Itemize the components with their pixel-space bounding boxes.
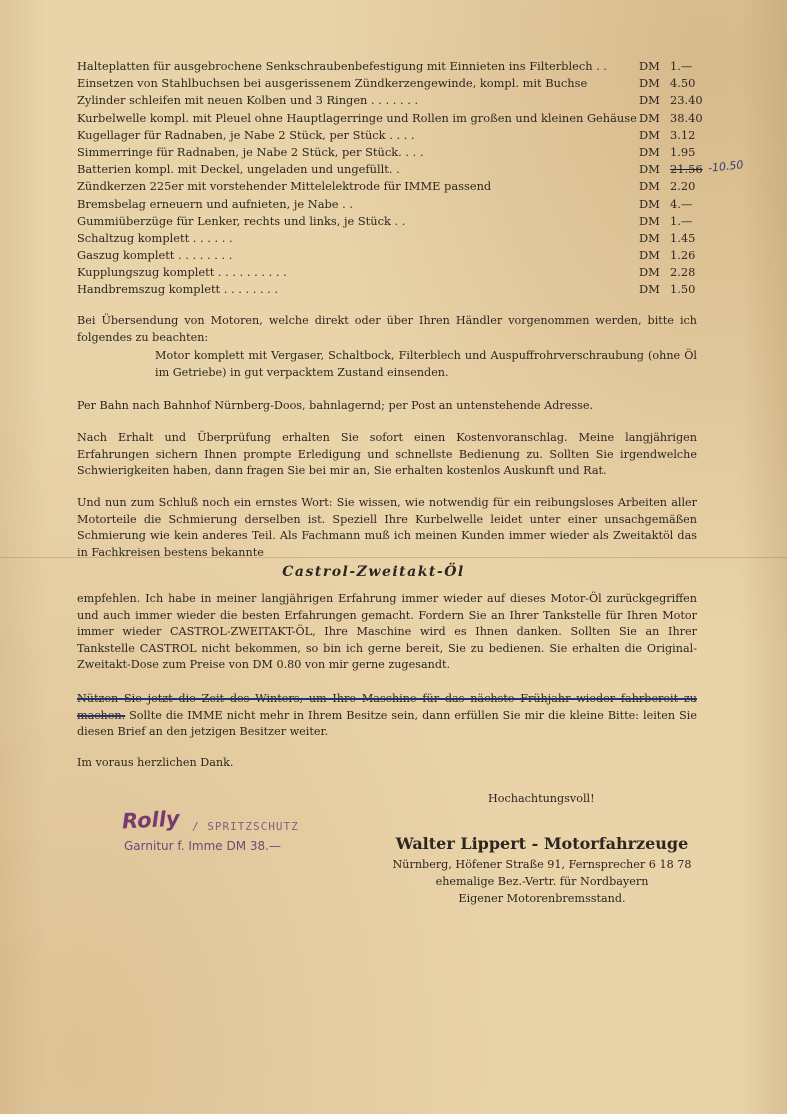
stamp-offer: Garnitur f. Imme DM 38.— bbox=[124, 839, 281, 853]
price-amount: 21.56 bbox=[670, 162, 703, 177]
paragraph-winter-rest: Sollte die IMME nicht mehr in Ihrem Besitze sein, dann erfüllen Sie mir die kleine Bitte: leiten Sie diesen Brief an den jetzigen Besitzer weiter. bbox=[77, 708, 697, 739]
price-description: Halteplatten für ausgebrochene Senkschraubenbefestigung mit Einnieten ins Filterblech . . bbox=[77, 59, 608, 73]
paragraph-sending-instructions: Motor komplett mit Vergaser, Schaltbock, Filterblech und Auspuffrohrverschraubung (ohne Öl im Getriebe) in gut verpacktem Zustand einsenden. bbox=[155, 349, 697, 379]
price-description: Zündkerzen 225er mit vorstehender Mittelelektrode für IMME passend bbox=[77, 179, 492, 194]
price-currency: DM bbox=[639, 127, 660, 142]
sender-line-3: Eigener Motorenbremsstand. bbox=[458, 892, 626, 905]
price-row bbox=[77, 75, 707, 92]
price-amount: 1.45 bbox=[670, 230, 696, 245]
paragraph-shipping: Per Bahn nach Bahnhof Nürnberg-Doos, bahnlagernd; per Post an untenstehende Adresse. bbox=[77, 399, 594, 412]
price-row bbox=[77, 144, 707, 161]
price-description: Zylinder schleifen mit neuen Kolben und 3 Ringen . . . . . . . bbox=[77, 93, 419, 108]
price-amount: 1.50 bbox=[670, 282, 696, 297]
price-currency: DM bbox=[639, 265, 660, 280]
handwritten-correction: -10.50 bbox=[707, 158, 745, 175]
stamp-brand: Rolly bbox=[121, 806, 181, 834]
castrol-heading: Castrol-Zweitakt-Öl bbox=[282, 564, 465, 580]
price-amount: 4.50 bbox=[670, 76, 696, 91]
price-description: Bremsbelag erneuern und aufnieten, je Nabe . . bbox=[77, 196, 354, 211]
price-description: Gaszug komplett . . . . . . . . bbox=[77, 248, 233, 263]
price-currency: DM bbox=[639, 144, 660, 159]
sender-name: Walter Lippert - Motorfahrzeuge bbox=[395, 834, 689, 853]
price-row bbox=[77, 247, 707, 264]
price-description: Handbremszug komplett . . . . . . . . bbox=[77, 282, 279, 297]
price-row bbox=[77, 230, 707, 247]
price-amount: 1.— bbox=[670, 213, 693, 228]
price-amount: 1.95 bbox=[670, 144, 696, 159]
price-description: Kurbelwelle kompl. mit Pleuel ohne Hauptlagerringe und Rollen im großen und kleinen Gehäuse bbox=[77, 110, 637, 125]
price-currency: DM bbox=[639, 59, 660, 73]
price-amount: 23.40 bbox=[670, 93, 703, 108]
price-description: Einsetzen von Stahlbuchsen bei ausgerissenem Zündkerzengewinde, kompl. mit Buchse bbox=[77, 76, 588, 91]
price-currency: DM bbox=[639, 76, 660, 91]
price-description: Schaltzug komplett . . . . . . bbox=[77, 230, 233, 245]
price-currency: DM bbox=[639, 162, 660, 177]
price-description: Batterien kompl. mit Deckel, ungeladen und ungefüllt. . bbox=[77, 162, 400, 177]
rolly-stamp bbox=[122, 808, 352, 858]
price-amount: 2.20 bbox=[670, 179, 696, 194]
price-amount: 1.— bbox=[670, 59, 693, 73]
price-row bbox=[77, 158, 745, 178]
crossed-out-text: Nützen Sie jetzt die Zeit des Winters, um Ihre Maschine für das nächste Frühjahr wieder fahrbereit zu machen. bbox=[77, 692, 697, 722]
paragraph-lubrication: Und nun zum Schluß noch ein ernstes Wort: Sie wissen, wie notwendig für ein reibungsloses Arbeiten aller Motorteile die Schmierung derselben ist. Speziell Ihre Kurbelwelle leidet unter einer unsachgemäßen Schmierung wie kein anderes Teil. Als Fachmann muß ich meinen Kunden immer wieder als Zweitaktöl das in Fachkreisen bestens bekannte bbox=[77, 496, 697, 559]
sender-line-2: ehemalige Bez.-Vertr. für Nordbayern bbox=[435, 875, 649, 888]
price-currency: DM bbox=[639, 230, 660, 245]
price-amount: 4.— bbox=[670, 196, 693, 211]
price-currency: DM bbox=[639, 248, 660, 263]
price-currency: DM bbox=[639, 93, 660, 108]
price-description: Simmerringe für Radnaben, je Nabe 2 Stück, per Stück. . . . bbox=[77, 144, 424, 159]
paragraph-recommendation: empfehlen. Ich habe in meiner langjährigen Erfahrung immer wieder auf dieses Motor-Öl zurückgegriffen und auch immer wieder die besten Erfahrungen gemacht. Fordern Sie an Ihrer Tankstelle für Ihren Motor immer wieder CASTROL-ZWEITAKT-ÖL, Ihre Maschine wird es Ihnen danken. Sollten Sie an Ihrer Tankstelle CASTROL nicht bekommen, so bin ich gerne bereit, Sie zu bedienen. Sie erhalten die Original-Zweitakt-Dose zum Preise von DM 0.80 von mir gerne zugesandt. bbox=[77, 592, 697, 672]
sender-block bbox=[386, 832, 698, 907]
price-amount: 38.40 bbox=[670, 110, 703, 125]
price-row bbox=[77, 58, 707, 75]
stamp-tag: / SPRITZSCHUTZ bbox=[192, 820, 299, 833]
price-description: Kupplungszug komplett . . . . . . . . . . bbox=[77, 265, 287, 280]
price-list bbox=[77, 58, 745, 299]
price-row bbox=[77, 127, 707, 144]
price-currency: DM bbox=[639, 282, 660, 297]
price-currency: DM bbox=[639, 179, 660, 194]
price-description: Kugellager für Radnaben, je Nabe 2 Stück, per Stück . . . . bbox=[77, 127, 415, 142]
price-currency: DM bbox=[639, 196, 660, 211]
paragraph-sending: Bei Übersendung von Motoren, welche direkt oder über Ihren Händler vorgenommen werden, bitte ich folgendes zu beachten: bbox=[77, 314, 697, 344]
price-currency: DM bbox=[639, 110, 660, 125]
price-row bbox=[77, 110, 707, 127]
price-row bbox=[77, 281, 707, 298]
price-currency: DM bbox=[639, 213, 660, 228]
price-row bbox=[77, 196, 707, 213]
price-amount: 2.28 bbox=[670, 265, 696, 280]
price-amount: 3.12 bbox=[670, 127, 696, 142]
price-row bbox=[77, 213, 707, 230]
sender-address: Nürnberg, Höfener Straße 91, Fernsprecher 6 18 78 bbox=[392, 858, 692, 871]
closing-salutation: Hochachtungsvoll! bbox=[488, 792, 595, 805]
price-row bbox=[77, 264, 707, 281]
paragraph-estimate: Nach Erhalt und Überprüfung erhalten Sie sofort einen Kostenvoranschlag. Meine langjährigen Erfahrungen sichern Ihnen prompte Erledigung und schnellste Bedienung zu. Sollten Sie irgendwelche Schwierigkeiten haben, dann fragen Sie bei mir an, Sie erhalten kostenlos Auskunft und Rat. bbox=[77, 431, 697, 478]
price-row bbox=[77, 92, 707, 109]
paragraph-winter bbox=[77, 691, 697, 741]
price-amount: 1.26 bbox=[670, 248, 696, 263]
thanks-line: Im voraus herzlichen Dank. bbox=[77, 756, 234, 769]
price-row bbox=[77, 178, 707, 195]
price-description: Gummiüberzüge für Lenker, rechts und links, je Stück . . bbox=[77, 213, 406, 228]
